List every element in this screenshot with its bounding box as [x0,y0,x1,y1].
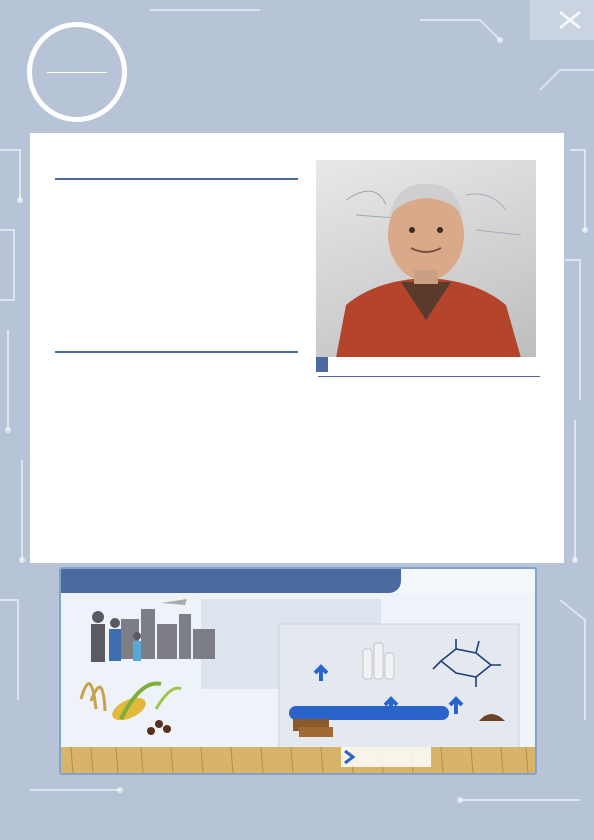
leader-bar [316,357,536,372]
tokyo-tech-research-units-logo [27,22,127,122]
leader-label [316,357,328,372]
biomass-diagram-panel [59,567,537,775]
profile-box [318,372,540,512]
leader-photo [316,160,536,358]
portrait-illustration [316,160,536,358]
logo-divider [47,72,107,73]
research-goals-rule [55,351,298,353]
overview-rule [55,178,298,180]
profile-divider [318,376,540,377]
biomass-diagram [61,569,537,775]
biomass-diagram-title [61,569,401,593]
wood-bundle [293,719,333,737]
